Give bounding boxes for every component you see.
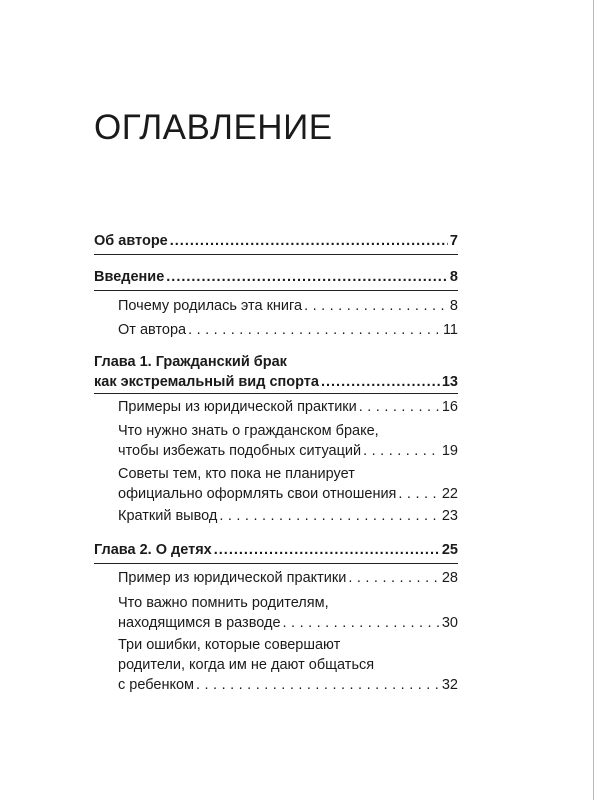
dot-leader <box>363 441 440 461</box>
dot-leader <box>398 484 439 504</box>
toc-page-number: 30 <box>441 615 458 631</box>
toc-page-number: 16 <box>441 399 458 415</box>
toc-entry-text: родители, когда им не дают общаться <box>118 657 375 673</box>
dot-leader <box>219 506 440 526</box>
toc-entry-text: как экстремальный вид спорта <box>94 374 319 390</box>
toc-page-number: 13 <box>441 374 458 390</box>
toc-entry-text: Об авторе <box>94 233 168 249</box>
toc-page-number: 22 <box>441 486 458 502</box>
toc-entry-what-to-know[interactable] <box>118 421 458 461</box>
toc-entry-text: находящимся в разводе <box>118 615 281 631</box>
toc-page-number: 19 <box>441 443 458 459</box>
toc-entry-legal-example[interactable] <box>118 568 458 588</box>
toc-entry-divorce-parents[interactable] <box>118 593 458 633</box>
dot-leader <box>214 540 440 560</box>
toc-entry-summary[interactable] <box>118 506 458 526</box>
dot-leader <box>359 397 440 417</box>
page-title: ОГЛАВЛЕНИЕ <box>94 108 333 147</box>
toc-entry-text: Краткий вывод <box>118 508 218 524</box>
toc-entry-from-author[interactable] <box>118 320 458 340</box>
dot-leader <box>348 568 440 588</box>
toc-underline <box>94 290 458 291</box>
toc-entry-text: Три ошибки, которые совершают <box>118 637 341 653</box>
toc-entry-legal-examples[interactable] <box>118 397 458 417</box>
toc-entry-advice[interactable] <box>118 464 458 504</box>
toc-page-number: 11 <box>442 322 458 338</box>
toc-page-number: 7 <box>449 233 458 249</box>
page-edge <box>593 0 594 800</box>
toc-entry-chapter-2[interactable] <box>94 540 458 560</box>
dot-leader <box>196 675 440 695</box>
toc-page-number: 8 <box>449 269 458 285</box>
toc-entry-why-book[interactable] <box>118 296 458 316</box>
toc-entry-text: От автора <box>118 322 187 338</box>
toc-entry-introduction[interactable] <box>94 267 458 287</box>
toc-page-number: 28 <box>441 570 458 586</box>
toc-entry-text: Что важно помнить родителям, <box>118 595 329 611</box>
toc-entry-about-author[interactable] <box>94 231 458 251</box>
toc-underline <box>94 563 458 564</box>
dot-leader <box>321 372 440 392</box>
toc-entry-text: официально оформлять свои отношения <box>118 486 397 502</box>
toc-entry-three-mistakes[interactable] <box>118 635 458 695</box>
toc-entry-text: Почему родилась эта книга <box>118 298 303 314</box>
dot-leader <box>304 296 448 316</box>
toc-page-number: 8 <box>449 298 458 314</box>
toc-entry-text: Введение <box>94 269 165 285</box>
toc-entry-text: Примеры из юридической практики <box>118 399 357 415</box>
dot-leader <box>166 267 448 287</box>
toc-entry-text: Что нужно знать о гражданском браке, <box>118 423 379 439</box>
dot-leader <box>188 320 441 340</box>
toc-page-number: 32 <box>441 677 458 693</box>
dot-leader <box>170 231 448 251</box>
toc-page-number: 25 <box>441 542 458 558</box>
toc-entry-text: Советы тем, кто пока не планирует <box>118 466 355 482</box>
toc-entry-chapter-1[interactable] <box>94 352 458 392</box>
toc-entry-text: чтобы избежать подобных ситуаций <box>118 443 362 459</box>
toc-underline <box>94 254 458 255</box>
toc-entry-text: Пример из юридической практики <box>118 570 347 586</box>
toc-page-number: 23 <box>441 508 458 524</box>
toc-underline <box>94 393 458 394</box>
toc-entry-text: с ребенком <box>118 677 194 693</box>
toc-entry-text: Глава 1. Гражданский брак <box>94 354 287 370</box>
dot-leader <box>283 613 440 633</box>
toc-entry-text: Глава 2. О детях <box>94 542 212 558</box>
